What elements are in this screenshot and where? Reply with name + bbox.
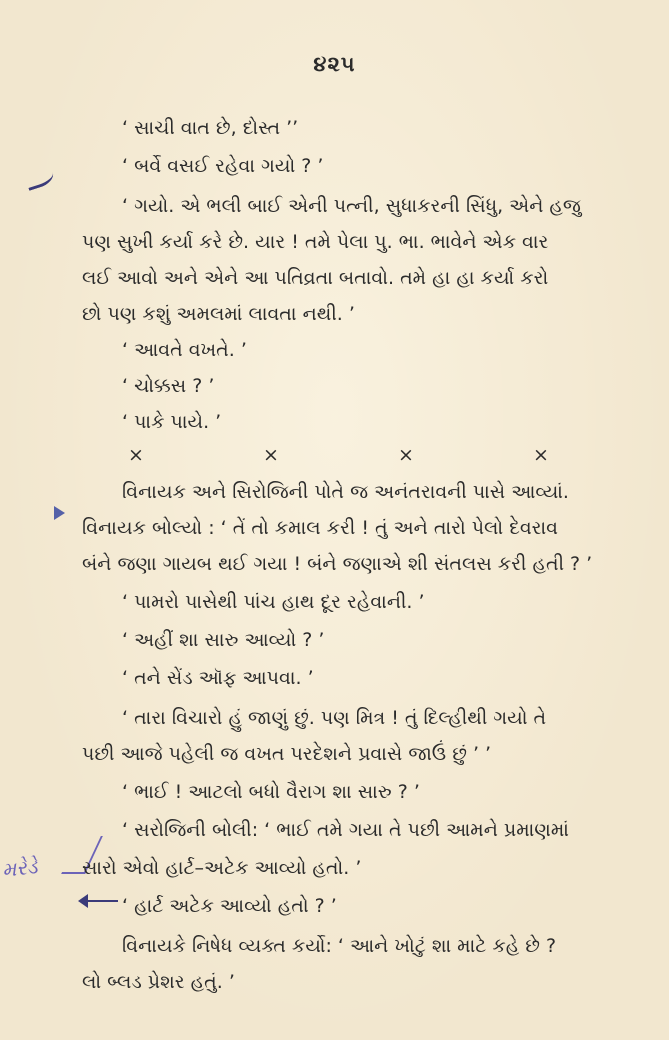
text-line: ‘ સરોજિની બોલી: ‘ ભાઈ તમે ગયા તે પછી આમને પ્રમાણમાં (122, 819, 569, 841)
text-line: ‘ આવતે વખતે. ’ (122, 339, 247, 361)
text-line: ‘ તારા વિચારો હું જાણું છું. પણ મિત્ર ! તું દિલ્હીથી ગયો તે (122, 707, 547, 729)
text-line: ‘ ચોક્કસ ? ’ (122, 375, 215, 397)
text-line: બંને જણા ગાયબ થઈ ગયા ! બંને જણાએ શી સંતલસ કરી હતી ? ’ (82, 553, 593, 575)
text-line: ‘ પામરો પાસેથી પાંચ હાથ દૂર રહેવાની. ’ (122, 591, 425, 613)
text-line: વિનાયકે નિષેધ વ્યક્ત કર્યો: ‘ આને ખોટું શા માટે કહે છે ? (122, 935, 557, 957)
section-separator-mark: × (263, 444, 279, 466)
text-line: વિનાયક અને સિરોજિની પોતે જ અનંતરાવની પાસે આવ્યાં. (122, 481, 569, 503)
margin-arrow-marker-icon (54, 506, 65, 520)
text-line: ‘ ગયો. એ ભલી બાઈ એની પત્ની, સુધાકરની સિંધુ, એને હજુ (122, 195, 581, 217)
section-separator-mark: × (533, 444, 549, 466)
text-line: લઈ આવો અને એને આ પતિવ્રતા બતાવો. તમે હા હા કર્યા કરો (82, 267, 549, 289)
text-line: ‘ બર્વે વસઈ રહેવા ગયો ? ’ (122, 155, 324, 177)
margin-handwritten-note: મરેડે (0, 854, 39, 882)
text-line: ‘ પાકે પાયે. ’ (122, 411, 222, 433)
text-line: ‘ તને સેંડ ઑફ આપવા. ’ (122, 667, 314, 689)
section-separator-mark: × (128, 444, 144, 466)
text-line: ‘ અહીં શા સારુ આવ્યો ? ’ (122, 629, 325, 651)
text-line: છો પણ કશું અમલમાં લાવતા નથી. ’ (82, 303, 355, 325)
text-line: વિનાયક બોલ્યો : ‘ તેં તો કમાલ કરી ! તું અને તારો પેલો દેવરાવ (82, 517, 558, 539)
section-separator-mark: × (398, 444, 414, 466)
text-line: ‘ સાચી વાત છે, દોસ્ત ’’ (122, 117, 299, 139)
margin-pointer-arrow-icon (84, 900, 118, 902)
text-line: ‘ ભાઈ ! આટલો બધો વૈરાગ શા સારુ ? ’ (122, 781, 420, 803)
text-line: પણ સુખી કર્યા કરે છે. યાર ! તમે પેલા પુ. ભા. ભાવેને એક વાર (82, 231, 549, 253)
text-line: સારો એવો હાર્ટ–અટેક આવ્યો હતો. ’ (82, 857, 362, 879)
text-line: લો બ્લડ પ્રેશર હતું. ’ (82, 971, 235, 993)
text-line: ‘ હાર્ટ અટેક આવ્યો હતો ? ’ (122, 895, 337, 917)
margin-pen-mark (24, 166, 56, 191)
text-line: પછી આજે પહેલી જ વખત પરદેશને પ્રવાસે જાઉં છું ’ ’ (82, 743, 492, 765)
page-number: ૪૨૫ (313, 52, 356, 76)
